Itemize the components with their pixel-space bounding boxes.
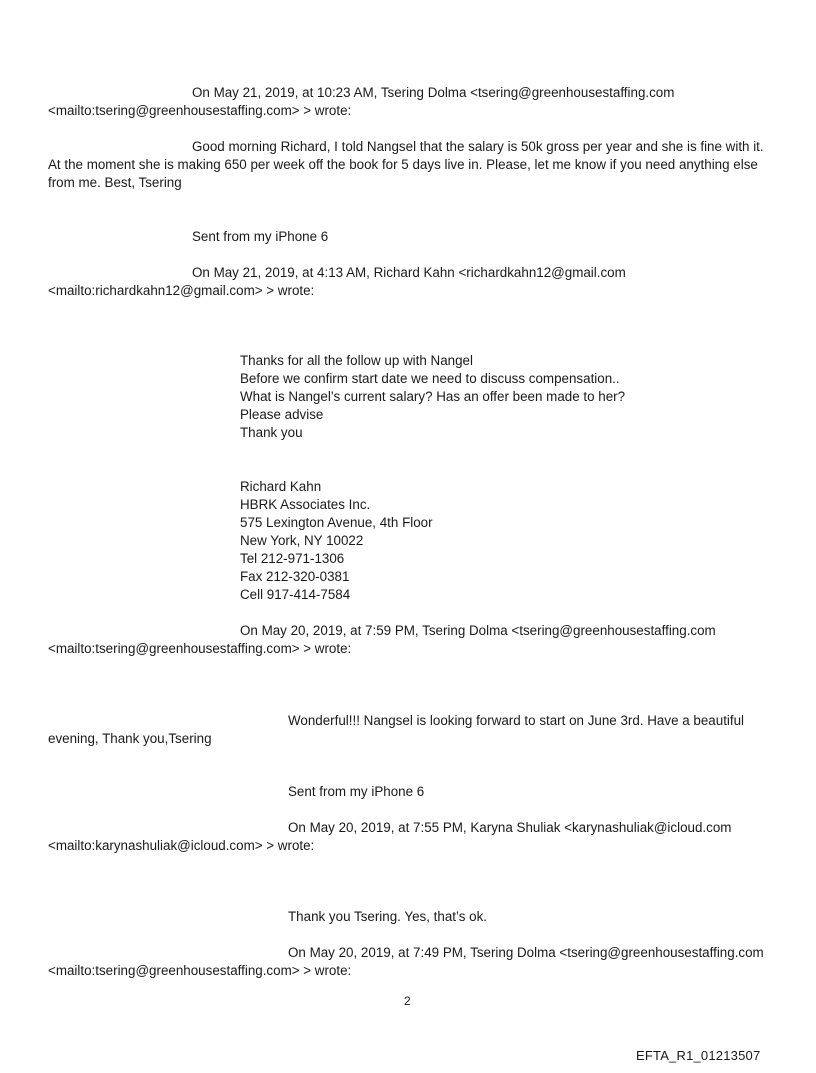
email2-body-line: Before we confirm start date we need to discuss compensation.. bbox=[240, 371, 620, 386]
email2-signature-line: New York, NY 10022 bbox=[240, 533, 364, 548]
email1-body-line1: Good morning Richard, I told Nangsel that the salary is 50k gross per year and she is fine with it. bbox=[192, 139, 764, 154]
email4-body: Thank you Tsering. Yes, that’s ok. bbox=[288, 909, 488, 924]
email2-body-line: Please advise bbox=[240, 407, 324, 422]
email5-header-line2: <mailto:tsering@greenhousestaffing.com> > wrote: bbox=[48, 963, 352, 978]
email2-signature-line: Fax 212-320-0381 bbox=[240, 569, 350, 584]
email3-header-line1: On May 20, 2019, at 7:59 PM, Tsering Dolma <tsering@greenhousestaffing.com bbox=[240, 623, 716, 638]
email1-header-line1: On May 21, 2019, at 10:23 AM, Tsering Dolma <tsering@greenhousestaffing.com bbox=[192, 85, 675, 100]
email2-header-line2: <mailto:richardkahn12@gmail.com> > wrote: bbox=[48, 283, 315, 298]
email2-header-line1: On May 21, 2019, at 4:13 AM, Richard Kahn <richardkahn12@gmail.com bbox=[192, 265, 626, 280]
email4-header-line1: On May 20, 2019, at 7:55 PM, Karyna Shuliak <karynashuliak@icloud.com bbox=[288, 820, 732, 835]
email5-header-line1: On May 20, 2019, at 7:49 PM, Tsering Dolma <tsering@greenhousestaffing.com bbox=[288, 945, 764, 960]
email3-body-line1: Wonderful!!! Nangsel is looking forward to start on June 3rd. Have a beautiful bbox=[288, 713, 745, 728]
email1-signature: Sent from my iPhone 6 bbox=[192, 229, 329, 244]
email2-body-line: Thanks for all the follow up with Nangel bbox=[240, 353, 473, 368]
email2-signature-line: HBRK Associates Inc. bbox=[240, 497, 371, 512]
email1-body-line3: from me. Best, Tsering bbox=[48, 175, 182, 190]
email2-body-line: What is Nangel’s current salary? Has an offer been made to her? bbox=[240, 389, 626, 404]
email2-signature-line: Richard Kahn bbox=[240, 479, 322, 494]
email2-signature-line: Tel 212-971-1306 bbox=[240, 551, 345, 566]
email2-signature-line: 575 Lexington Avenue, 4th Floor bbox=[240, 515, 433, 530]
email1-header-line2: <mailto:tsering@greenhousestaffing.com> > wrote: bbox=[48, 103, 352, 118]
email2-body-line: Thank you bbox=[240, 425, 303, 440]
document-id: EFTA_R1_01213507 bbox=[636, 1048, 761, 1063]
email3-signature: Sent from my iPhone 6 bbox=[288, 784, 425, 799]
page-number: 2 bbox=[404, 994, 411, 1008]
email1-body-line2: At the moment she is making 650 per week off the book for 5 days live in. Please, let me know if you need anything else bbox=[48, 157, 758, 172]
email3-body-line2: evening, Thank you,Tsering bbox=[48, 731, 212, 746]
email3-header-line2: <mailto:tsering@greenhousestaffing.com> > wrote: bbox=[48, 641, 352, 656]
email4-header-line2: <mailto:karynashuliak@icloud.com> > wrote: bbox=[48, 838, 315, 853]
email2-signature-line: Cell 917-414-7584 bbox=[240, 587, 351, 602]
